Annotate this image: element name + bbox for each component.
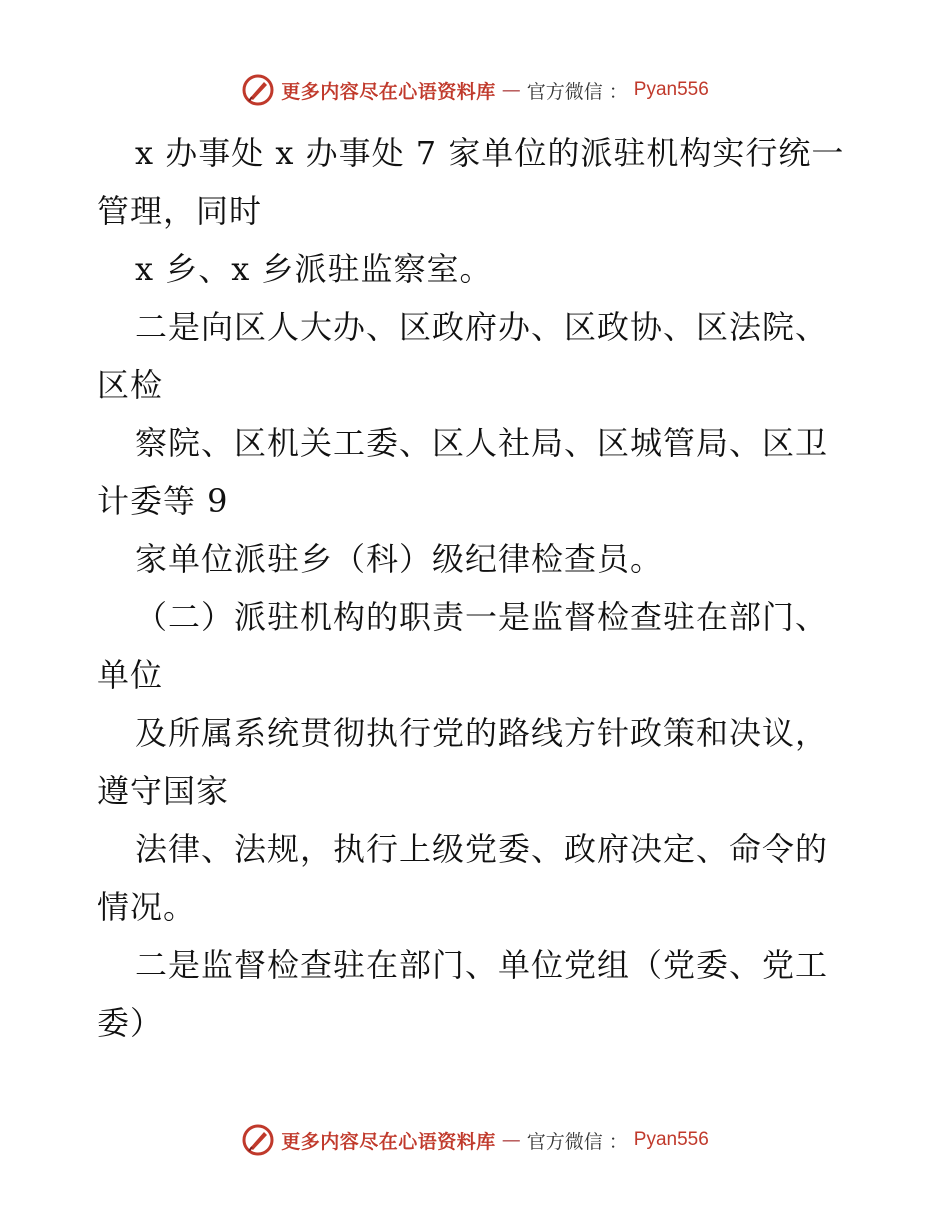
text-line: 管理，同时 [97, 192, 263, 230]
watermark-colon: ： [608, 80, 628, 103]
text-line: 二是向区人大办、区政府办、区政协、区法院、 [135, 308, 829, 346]
header-watermark [0, 72, 950, 108]
quill-logo-icon [241, 73, 275, 107]
text-line: 二是监督检查驻在部门、单位党组（党委、党工 [135, 946, 829, 984]
watermark-label: 官方微信 [526, 80, 603, 103]
text-line: 委） [97, 1004, 164, 1042]
text-line: 遵守国家 [97, 772, 230, 810]
text-line: 及所属系统贯彻执行党的路线方针政策和决议， [135, 714, 829, 752]
text-line: 察院、区机关工委、区人社局、区城管局、区卫 [135, 424, 829, 462]
watermark-wechat-id: Pyan556 [633, 1129, 709, 1150]
watermark-label: 官方微信 [526, 1130, 603, 1153]
text-line: 单位 [97, 656, 164, 694]
quill-logo-icon [241, 1123, 275, 1157]
text-line: 情况。 [97, 888, 197, 926]
watermark-brand-text: 更多内容尽在心语资料库 [281, 1130, 496, 1153]
watermark-dash: — [501, 1129, 521, 1151]
text-line: （二）派驻机构的职责一是监督检查驻在部门、 [135, 598, 829, 636]
watermark-colon: ： [608, 1130, 628, 1153]
text-line: 家单位派驻乡（科）级纪律检查员。 [135, 540, 664, 578]
watermark-brand-text: 更多内容尽在心语资料库 [281, 80, 496, 103]
watermark-dash: — [501, 79, 521, 101]
watermark-wechat-id: Pyan556 [633, 79, 709, 100]
footer-watermark [0, 1122, 950, 1158]
text-line: x 乡、x 乡派驻监察室。 [135, 250, 493, 288]
text-line: 区检 [97, 366, 164, 404]
text-line: x 办事处 x 办事处 7 家单位的派驻机构实行统一 [135, 134, 845, 172]
text-line: 计委等 9 [97, 482, 229, 520]
text-line: 法律、法规，执行上级党委、政府决定、命令的 [135, 830, 829, 868]
document-body [97, 124, 867, 1052]
